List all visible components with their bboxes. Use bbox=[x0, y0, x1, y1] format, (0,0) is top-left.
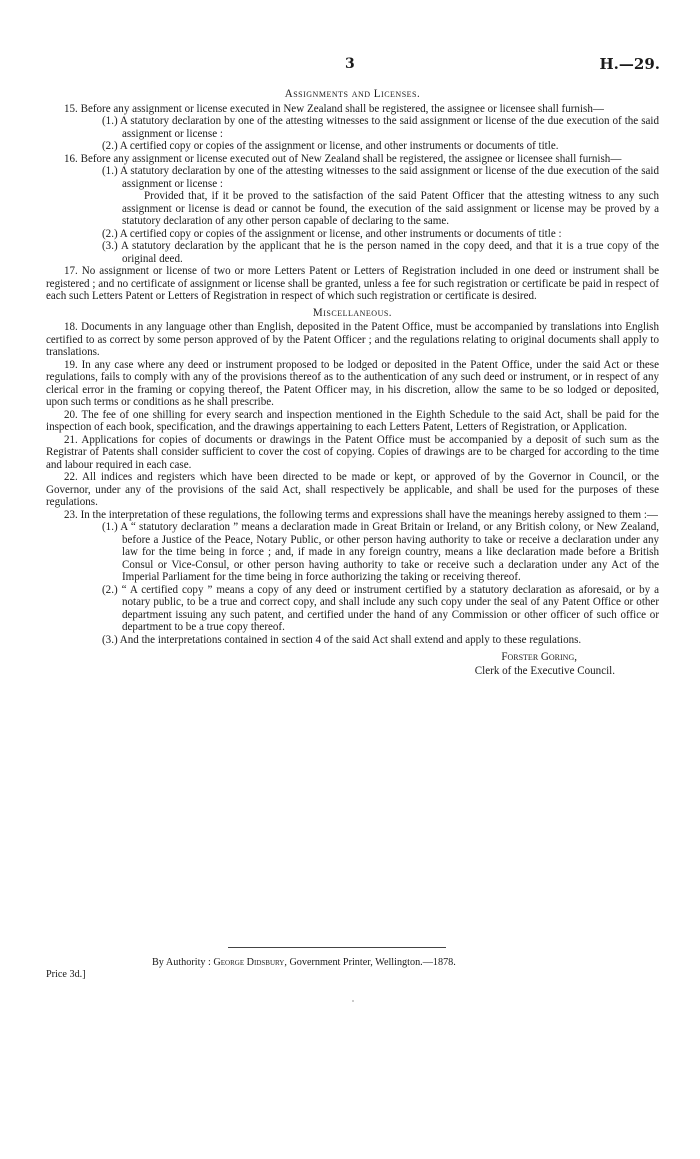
authority-label: By Authority : bbox=[152, 957, 211, 968]
section-heading-assignments: Assignments and Licenses. bbox=[284, 88, 421, 100]
clause-15: 15. Before any assignment or license executed in New Zealand shall be registered, the assignee or licensee shall furnish— bbox=[64, 102, 604, 115]
printer-imprint bbox=[152, 957, 456, 968]
price-label: Price 3d.] bbox=[46, 969, 86, 980]
clause-15-item-1: (1.) A statutory declaration by one of the attesting witnesses to the said assignment or license of the due execution of the said assignment or license : bbox=[102, 115, 659, 140]
document-body bbox=[46, 84, 659, 678]
paper-code: H.—29. bbox=[599, 55, 660, 73]
scan-speck bbox=[352, 1000, 354, 1002]
clause-16-item-1: (1.) A statutory declaration by one of the attesting witnesses to the said assignment or license of the due execution of the said assignment or license : bbox=[102, 165, 659, 190]
clause-16-proviso: Provided that, if it be proved to the satisfaction of the said Patent Officer that the attesting witness to any such assignment or license is dead or cannot be found, the execution of the said assignment or license may be proved by a statutory declaration of any other person capable of declaring to the same. bbox=[122, 190, 659, 227]
clause-17: 17. No assignment or license of two or more Letters Patent or Letters of Registration included in one deed or instrument shall be registered ; and no certificate of assignment or license shall be granted, unless a fee for such registration or certificate be paid in respect of each such Letters Patent or Letters of Registration in respect of which such registration or certificate is desired. bbox=[46, 265, 659, 302]
signature-block bbox=[46, 650, 659, 678]
signatory-title: Clerk of the Executive Council. bbox=[474, 665, 615, 677]
clause-20: 20. The fee of one shilling for every search and inspection mentioned in the Eighth Schedule to the said Act, shall be paid for the inspection of each book, specification, and the drawings appertaining to each Letters Patent, Letters of Registration, or Application. bbox=[46, 408, 659, 433]
clause-23-item-1: (1.) A “ statutory declaration ” means a declaration made in Great Britain or Ireland, or any British colony, or New Zealand, before a Justice of the Peace, Notary Public, or other person having authority to take or receive a declaration under any law for the time being in force ; and, if made in any foreign country, means a like declaration made before a British Consul or Vice-Consul, or other person having authority to take or receive such a declaration under any Act of the Imperial Parliament for the time being in force authorizing the taking or receiving thereof. bbox=[102, 521, 659, 583]
clause-22: 22. All indices and registers which have been directed to be made or kept, or approved of by the Governor in Council, or the Governor, under any of the provisions of the said Act, shall respectively be applicable, and shall be used for the purposes of these regulations. bbox=[46, 471, 659, 508]
section-heading-miscellaneous: Miscellaneous. bbox=[312, 306, 393, 319]
clause-18: 18. Documents in any language other than English, deposited in the Patent Office, must be accompanied by translations into English certified to as correct by some person approved of by the Patent Officer ; and the regulations relating to original documents shall apply to translations. bbox=[46, 321, 659, 358]
clause-21: 21. Applications for copies of documents or drawings in the Patent Office must be accompanied by a deposit of such sum as the Registrar of Patents shall consider sufficient to cover the cost of copying. Copies of drawings are to be charged for according to the time and labour required in each case. bbox=[46, 433, 659, 471]
clause-23-item-3: (3.) And the interpretations contained in section 4 of the said Act shall extend and apply to these regulations. bbox=[102, 633, 582, 646]
clause-16-item-3: (3.) A statutory declaration by the applicant that he is the person named in the copy deed, and that it is a true copy of the original deed. bbox=[102, 240, 659, 265]
footer-rule bbox=[228, 947, 446, 948]
clause-23-item-2: (2.) “ A certified copy ” means a copy of any deed or instrument certified by a statutory declaration as aforesaid, or by a notary public, to be a true and correct copy, and shall include any such copy under the seal of any Patent Office or other department issuing any such patent, and certified under the hand of any Commission or other officer of such office or department to be a true copy thereof. bbox=[102, 583, 659, 633]
clause-15-item-2: (2.) A certified copy or copies of the assignment or license, and other instruments or documents of title. bbox=[102, 140, 559, 152]
page-number: 3 bbox=[345, 56, 355, 72]
clause-16: 16. Before any assignment or license executed out of New Zealand shall be registered, the assignee or licensee shall furnish— bbox=[64, 152, 622, 165]
printer-details: Government Printer, Wellington.—1878. bbox=[289, 957, 456, 968]
clause-16-item-2: (2.) A certified copy or copies of the assignment or license, and other instruments or documents of title : bbox=[102, 227, 562, 240]
signatory-name: Forster Goring, bbox=[501, 651, 577, 663]
clause-19: 19. In any case where any deed or instrument proposed to be lodged or deposited in the Patent Office, under the said Act or these regulations, fails to comply with any of the provisions thereof as to the authentication of any such deed or instrument, or in respect of any clerical error in the framing or copying thereof, the Patent Officer may, in his discretion, allow the same to be so lodged or deposited, upon such terms or conditions as he shall prescribe. bbox=[46, 358, 659, 408]
printer-name: George Didsbury, bbox=[213, 957, 287, 968]
clause-23: 23. In the interpretation of these regulations, the following terms and expressions shall have the meanings hereby assigned to them :— bbox=[64, 508, 658, 521]
